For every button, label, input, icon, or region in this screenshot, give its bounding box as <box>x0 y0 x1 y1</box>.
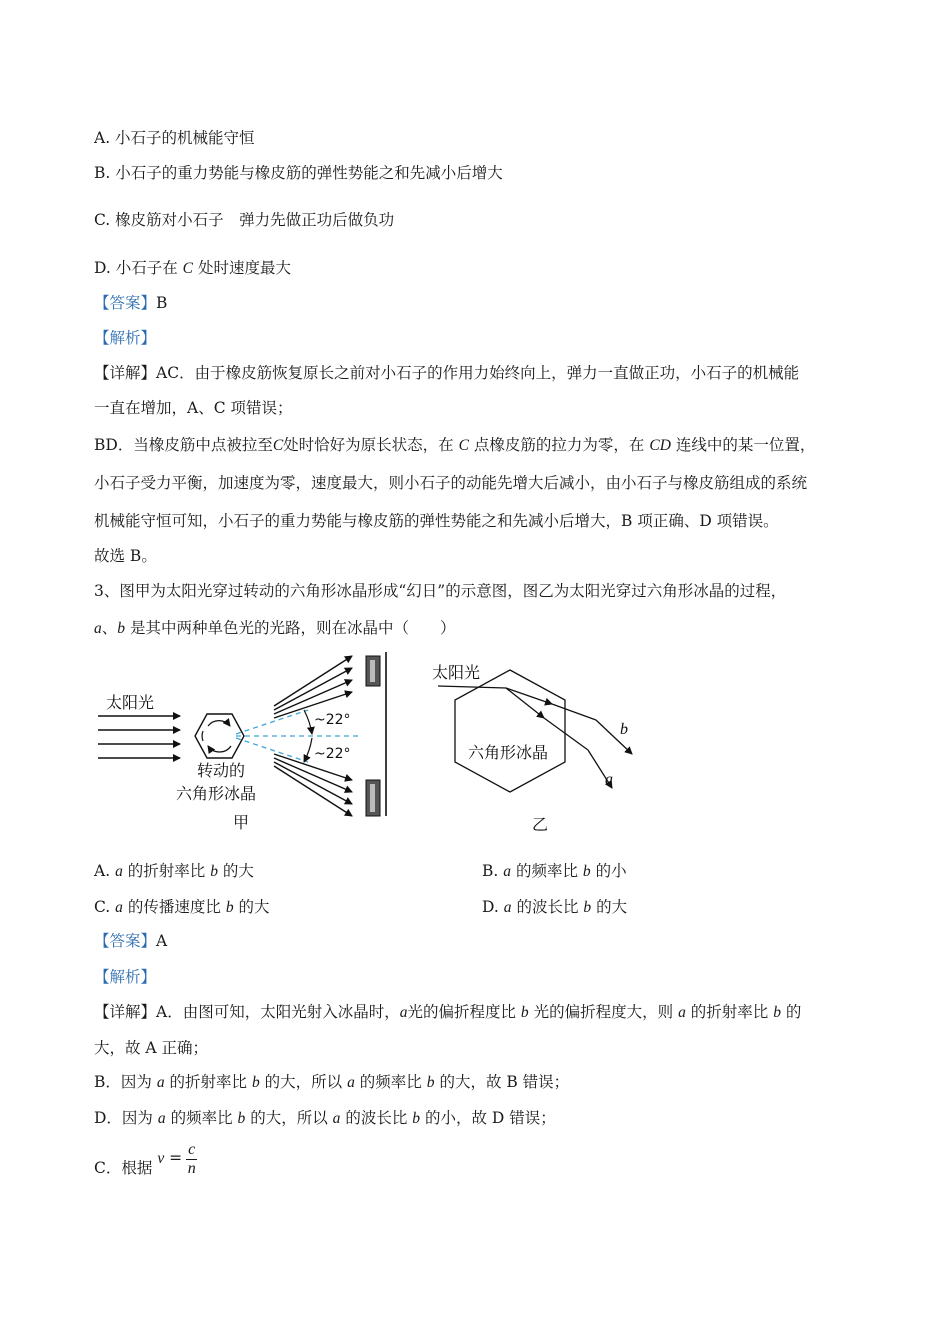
figure-jia <box>90 648 400 838</box>
conclusion-prev: 故选 B。 <box>94 547 157 565</box>
caption-jia-2: 六角形冰晶 <box>176 784 257 803</box>
crystal-label-yi: 六角形冰晶 <box>468 743 549 762</box>
rotation-arrows-icon <box>202 721 231 752</box>
figure-yi <box>420 650 650 840</box>
q3-detail-4: D．因为 a 的频率比 b 的大，所以 a 的波长比 b 的小，故 D 错误； <box>94 1109 556 1127</box>
ray-label-a: a <box>605 771 613 788</box>
answer-prev: 【答案】B <box>94 294 168 312</box>
q3-option-c: C. a 的传播速度比 b 的大 <box>94 898 270 916</box>
q3-stem-2: a、b 是其中两种单色光的光路，则在冰晶中（ ） <box>94 619 456 637</box>
incoming-rays-jia <box>98 716 180 758</box>
caption-jia-1: 转动的 <box>197 761 246 780</box>
sunlight-label-yi: 太阳光 <box>432 663 481 682</box>
detail-prev-3: BD．当橡皮筋中点被拉至C处时恰好为原长状态，在 C 点橡皮筋的拉力为零，在 CD 连线中的某一位置， <box>94 436 816 454</box>
sun-dog-bottom-highlight <box>370 784 375 812</box>
option-a-prev: A. 小石子的机械能守恒 <box>94 129 255 147</box>
sunlight-label-jia: 太阳光 <box>106 693 155 712</box>
outgoing-rays-bottom <box>274 754 352 816</box>
q3-detail-5: C．根据 v = $\frac{c}{n}$ <box>94 1140 196 1177</box>
angle-label-top: ~22° <box>314 712 351 728</box>
figure-label-yi: 乙 <box>532 815 549 834</box>
q3-option-d: D. a 的波长比 b 的大 <box>482 898 628 916</box>
q3-option-b: B. a 的频率比 b 的小 <box>482 862 627 880</box>
detail-prev-5: 机械能守恒可知，小石子的重力势能与橡皮筋的弹性势能之和先减小后增大，B 项正确、D 项错误。 <box>94 512 779 530</box>
detail-prev-2: 一直在增加，A、C 项错误； <box>94 399 293 417</box>
sun-dog-top-highlight <box>370 660 375 682</box>
angle-label-bottom: ~22° <box>314 746 351 762</box>
detail-prev-1: 【详解】AC．由于橡皮筋恢复原长之前对小石子的作用力始终向上，弹力一直做正功，小石子的机械能 <box>94 364 800 382</box>
q3-analysis-tag: 【解析】 <box>94 968 157 986</box>
q3-detail-2: 大，故 A 正确； <box>94 1039 209 1057</box>
hexagon-crystal-yi <box>455 670 565 792</box>
option-b-prev: B. 小石子的重力势能与橡皮筋的弹性势能之和先减小后增大 <box>94 164 503 182</box>
option-d-prev: D. 小石子在 C 处时速度最大 <box>94 259 291 277</box>
q3-answer: 【答案】A <box>94 932 168 950</box>
ray-label-b: b <box>620 721 628 738</box>
figure-label-jia: 甲 <box>233 813 250 832</box>
q3-detail-3: B．因为 a 的折射率比 b 的大，所以 a 的频率比 b 的大，故 B 错误； <box>94 1073 570 1091</box>
light-paths-yi <box>438 686 632 788</box>
analysis-tag-prev: 【解析】 <box>94 329 157 347</box>
outgoing-rays-top <box>274 656 352 718</box>
q3-detail-1: 【详解】A．由图可知，太阳光射入冰晶时，a光的偏折程度比 b 光的偏折程度大，则 a 的折射率比 b 的 <box>94 1003 802 1021</box>
q3-stem-1: 3、图甲为太阳光穿过转动的六角形冰晶形成“幻日”的示意图，图乙为太阳光穿过六角形冰晶的过程， <box>94 582 787 600</box>
formula: v = $\frac{c}{n}$ <box>157 1140 196 1177</box>
option-c-prev: C. 橡皮筋对小石子 弹力先做正功后做负功 <box>94 211 395 229</box>
q3-option-a: A. a 的折射率比 b 的大 <box>94 862 254 880</box>
detail-prev-4: 小石子受力平衡，加速度为零，速度最大，则小石子的动能先增大后减小，由小石子与橡皮筋组成的系统 <box>94 474 808 492</box>
